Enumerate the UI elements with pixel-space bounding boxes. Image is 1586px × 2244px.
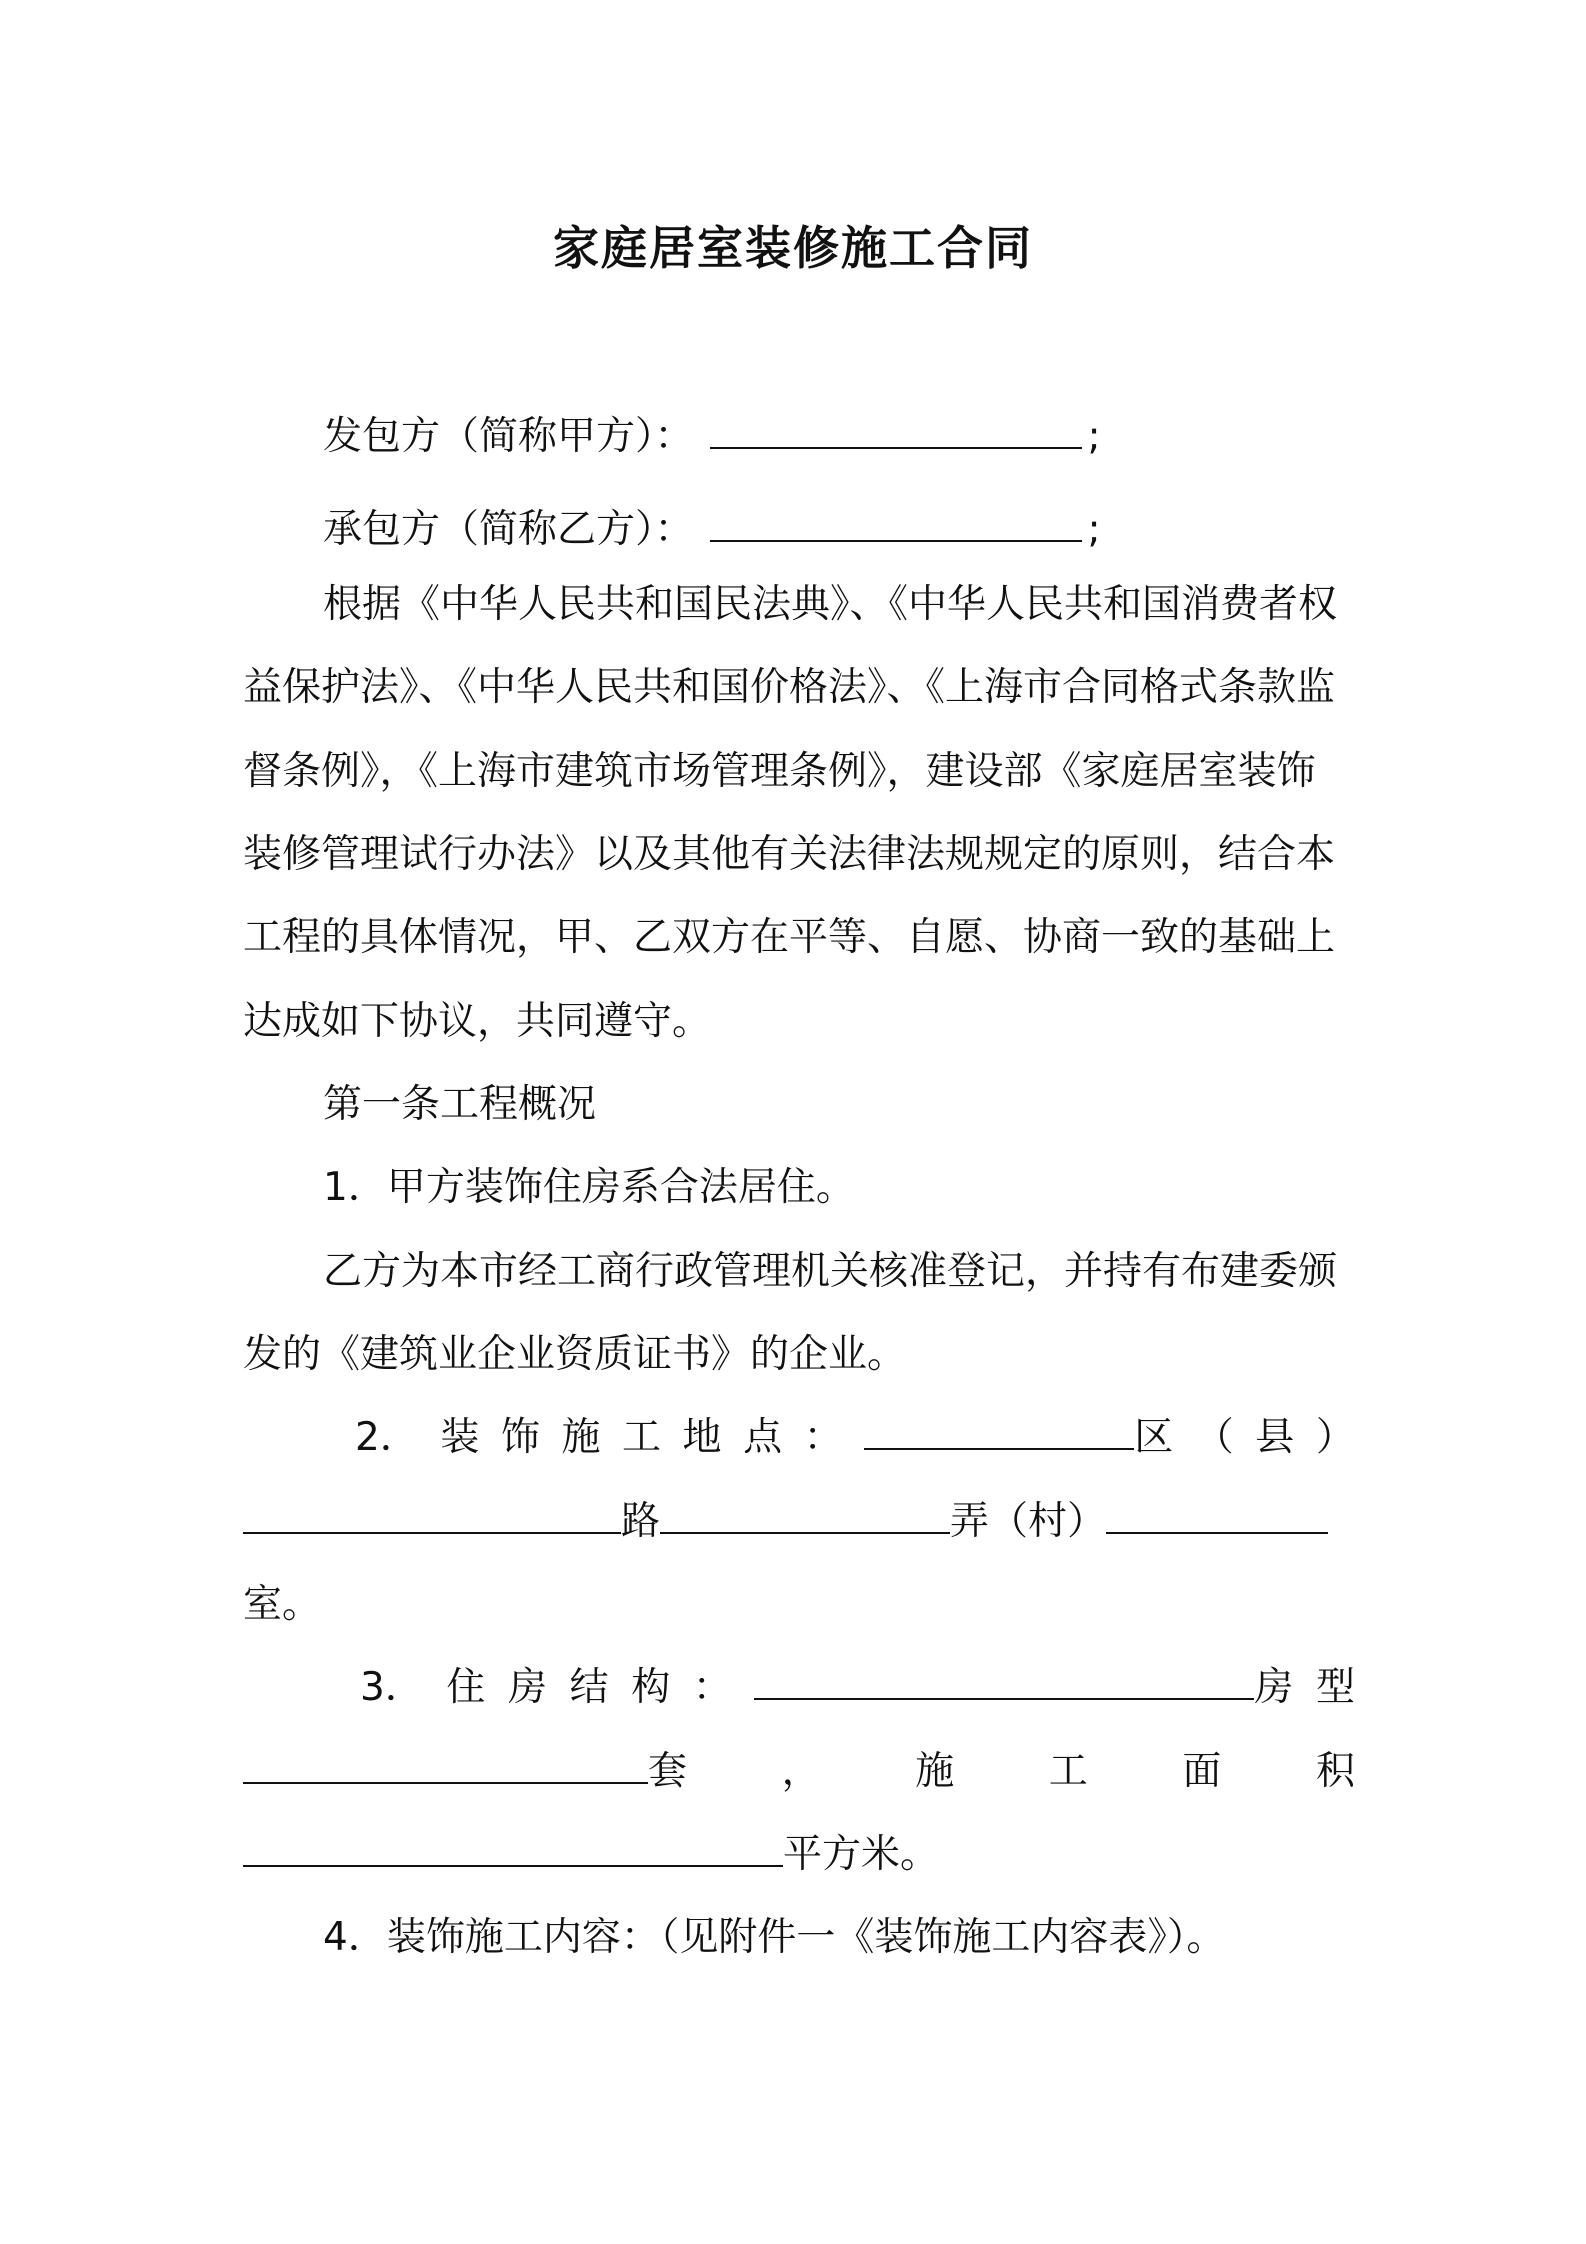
area-unit: 平方米。	[783, 1832, 940, 1877]
district-label: 区	[1134, 1415, 1174, 1460]
unit-label: 套	[648, 1749, 688, 1794]
district-blank[interactable]	[864, 1414, 1134, 1450]
item-2-char: （	[1194, 1415, 1234, 1460]
room-blank[interactable]	[1106, 1498, 1328, 1534]
room-label: 室。	[243, 1582, 322, 1627]
unit-area-line	[243, 1747, 1355, 1797]
preamble-line: 工程的具体情况，甲、乙双方在平等、自愿、协商一致的基础上	[243, 915, 1336, 960]
item-2-char: 2．	[355, 1415, 419, 1460]
item-2-char: 工	[622, 1415, 662, 1460]
party-b-label: 承包方（简称乙方）：	[323, 507, 694, 552]
house-type-char: 型	[1315, 1665, 1355, 1710]
party-b-end: ;	[1087, 507, 1101, 552]
party-a-line	[243, 412, 1355, 462]
item-3-char: 房	[508, 1665, 548, 1710]
item-3-line	[243, 1663, 1355, 1713]
house-type-char: 房	[1254, 1665, 1294, 1710]
item-3-char: ：	[692, 1665, 732, 1710]
item-3-char: 住	[446, 1665, 486, 1710]
item-2-char: 县	[1255, 1415, 1295, 1460]
item-4-line: 4．装饰施工内容：（见附件一《装饰施工内容表》）。	[323, 1915, 1226, 1960]
preamble-line: 达成如下协议，共同遵守。	[243, 999, 712, 1044]
party-b-blank[interactable]	[710, 506, 1082, 542]
lane-label: 弄（村）	[950, 1499, 1107, 1544]
item-2-char: ：	[803, 1415, 843, 1460]
address-line	[243, 1497, 1355, 1547]
area-char: 工	[1048, 1749, 1088, 1794]
party-a-end: ;	[1087, 414, 1101, 459]
item-1-line: 1．甲方装饰住房系合法居住。	[323, 1165, 855, 1210]
item-2-char: 装	[440, 1415, 480, 1460]
item-2-line	[243, 1413, 1355, 1463]
item-1-line: 发的《建筑业企业资质证书》的企业。	[243, 1332, 907, 1377]
area-char: 面	[1182, 1749, 1222, 1794]
item-3-char: 结	[569, 1665, 609, 1710]
house-type-blank[interactable]	[243, 1748, 648, 1784]
item-2-char: 地	[682, 1415, 722, 1460]
preamble-line: 根据《中华人民共和国民法典》、《中华人民共和国消费者权	[323, 582, 1338, 627]
area-char: 施	[915, 1749, 955, 1794]
area-char: 积	[1315, 1749, 1355, 1794]
item-3-char: 构	[631, 1665, 671, 1710]
item-2-char: 施	[561, 1415, 601, 1460]
road-blank[interactable]	[243, 1498, 621, 1534]
area-line	[243, 1830, 1355, 1880]
preamble-line: 装修管理试行办法》以及其他有关法律法规规定的原则，结合本	[243, 832, 1336, 877]
party-b-line	[243, 505, 1355, 555]
party-a-blank[interactable]	[710, 413, 1082, 449]
item-2-char: 饰	[500, 1415, 540, 1460]
item-3-char: 3．	[360, 1665, 424, 1710]
item-2-char: ）	[1315, 1415, 1355, 1460]
item-1-line: 乙方为本市经工商行政管理机关核准登记，并持有布建委颁	[323, 1249, 1338, 1294]
preamble-line: 益保护法》、《中华人民共和国价格法》、《上海市合同格式条款监	[243, 665, 1336, 710]
party-a-label: 发包方（简称甲方）：	[323, 414, 694, 459]
preamble-line: 督条例》，《上海市建筑市场管理条例》，建设部《家庭居室装饰	[243, 749, 1316, 794]
structure-blank[interactable]	[754, 1664, 1254, 1700]
lane-blank[interactable]	[660, 1498, 950, 1534]
item-2-char: 点	[743, 1415, 783, 1460]
road-label: 路	[621, 1499, 661, 1544]
article-1-title: 第一条工程概况	[323, 1082, 597, 1127]
document-title: 家庭居室装修施工合同	[553, 221, 1033, 275]
comma: ，	[781, 1749, 821, 1794]
area-blank[interactable]	[243, 1831, 783, 1867]
